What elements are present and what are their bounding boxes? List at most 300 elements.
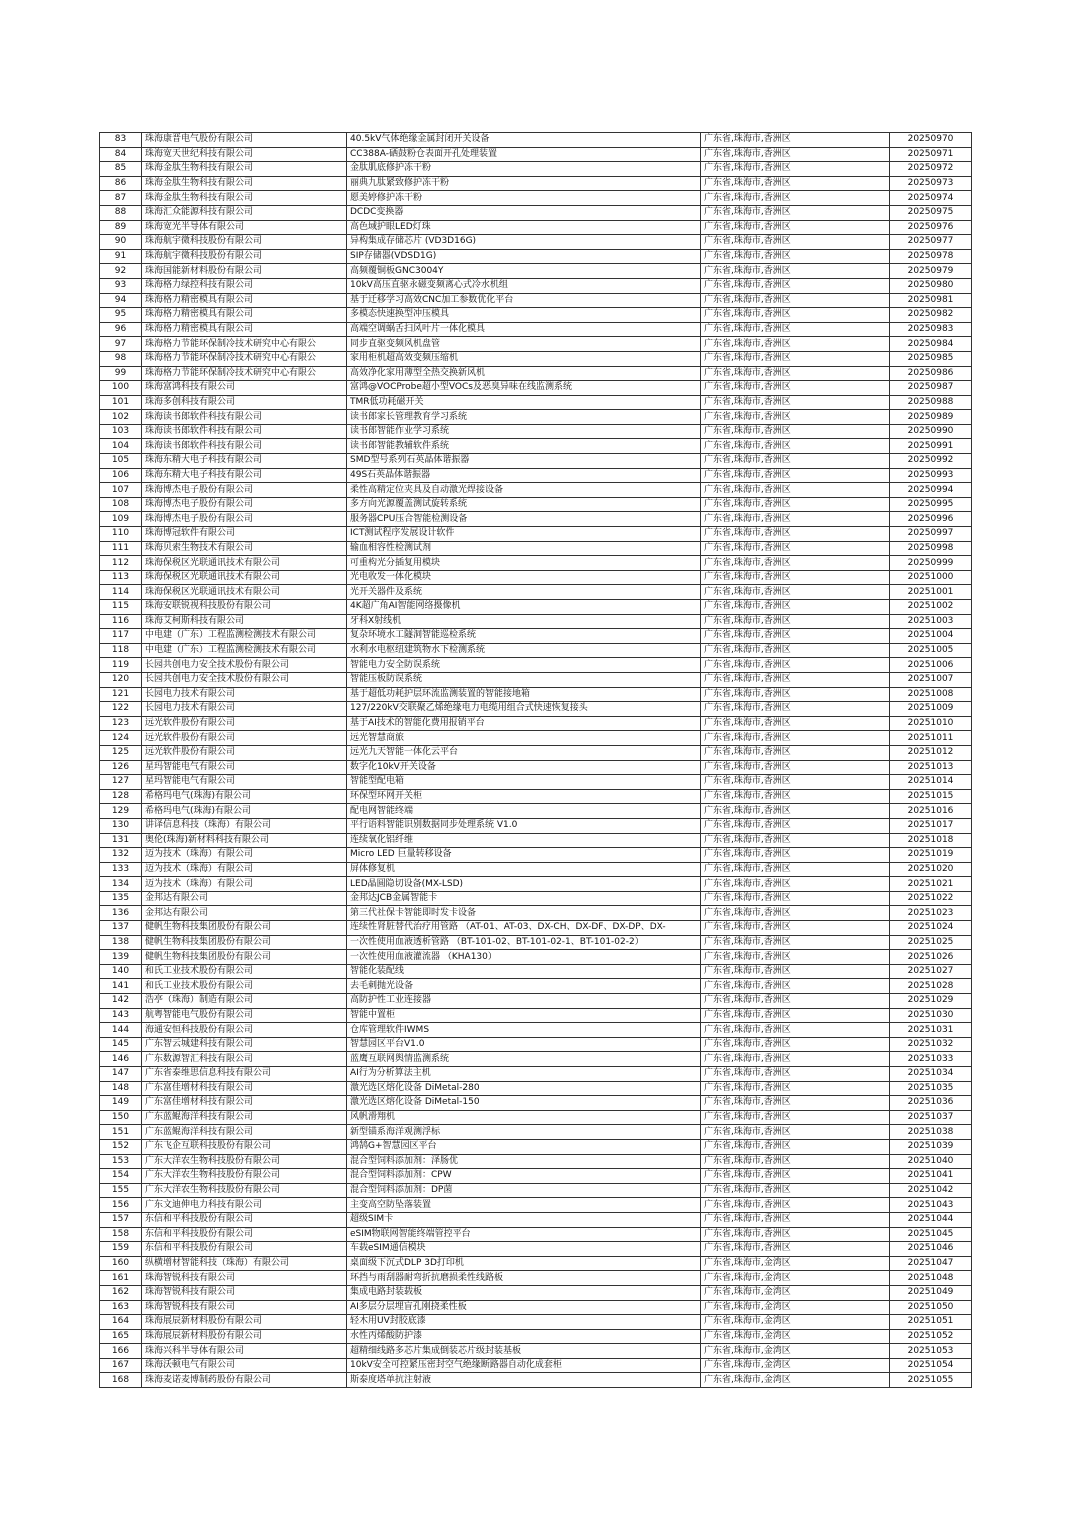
region: 广东省,珠海市,香洲区 xyxy=(701,891,890,906)
company-name: 健帆生物科技集团股份有限公司 xyxy=(142,935,347,950)
product-name: 光电收发一体化模块 xyxy=(347,570,701,585)
certificate-number: 20251029 xyxy=(890,994,972,1009)
row-number: 152 xyxy=(100,1139,142,1154)
certificate-number: 20251013 xyxy=(890,760,972,775)
company-name: 广东蓝鲲海洋科技有限公司 xyxy=(142,1110,347,1125)
certificate-number: 20251000 xyxy=(890,570,972,585)
table-row xyxy=(100,1315,972,1330)
region: 广东省,珠海市,香洲区 xyxy=(701,176,890,191)
region: 广东省,珠海市,金湾区 xyxy=(701,1271,890,1286)
region: 广东省,珠海市,香洲区 xyxy=(701,512,890,527)
company-name: 航粤智能电气股份有限公司 xyxy=(142,1008,347,1023)
region: 广东省,珠海市,香洲区 xyxy=(701,381,890,396)
region: 广东省,珠海市,香洲区 xyxy=(701,147,890,162)
certificate-number: 20251009 xyxy=(890,702,972,717)
region: 广东省,珠海市,香洲区 xyxy=(701,308,890,323)
region: 广东省,珠海市,香洲区 xyxy=(701,906,890,921)
certificate-number: 20250981 xyxy=(890,293,972,308)
row-number: 130 xyxy=(100,818,142,833)
region: 广东省,珠海市,香洲区 xyxy=(701,293,890,308)
row-number: 91 xyxy=(100,249,142,264)
row-number: 134 xyxy=(100,877,142,892)
product-name: DCDC变换器 xyxy=(347,205,701,220)
company-name: 珠海兴科半导体有限公司 xyxy=(142,1344,347,1359)
row-number: 160 xyxy=(100,1256,142,1271)
certificate-number: 20251026 xyxy=(890,950,972,965)
row-number: 136 xyxy=(100,906,142,921)
product-list-table xyxy=(99,132,972,1388)
table-row xyxy=(100,906,972,921)
company-name: 珠海金肽生物科技有限公司 xyxy=(142,191,347,206)
region: 广东省,珠海市,香洲区 xyxy=(701,600,890,615)
region: 广东省,珠海市,金湾区 xyxy=(701,1373,890,1388)
certificate-number: 20250973 xyxy=(890,176,972,191)
company-name: 珠海艾柯斯科技有限公司 xyxy=(142,614,347,629)
certificate-number: 20250975 xyxy=(890,205,972,220)
product-name: 基于AI技术的智能化费用报销平台 xyxy=(347,716,701,731)
region: 广东省,珠海市,金湾区 xyxy=(701,1300,890,1315)
company-name: 迈为技术（珠海）有限公司 xyxy=(142,848,347,863)
region: 广东省,珠海市,香洲区 xyxy=(701,1198,890,1213)
table-row xyxy=(100,570,972,585)
table-row xyxy=(100,848,972,863)
certificate-number: 20251016 xyxy=(890,804,972,819)
company-name: 中电建（广东）工程监测检测技术有限公司 xyxy=(142,643,347,658)
product-name: 智慧园区平台V1.0 xyxy=(347,1037,701,1052)
company-name: 希格玛电气(珠海)有限公司 xyxy=(142,804,347,819)
table-row xyxy=(100,337,972,352)
row-number: 94 xyxy=(100,293,142,308)
certificate-number: 20250978 xyxy=(890,249,972,264)
row-number: 90 xyxy=(100,235,142,250)
row-number: 131 xyxy=(100,833,142,848)
table-row xyxy=(100,512,972,527)
company-name: 珠海金肽生物科技有限公司 xyxy=(142,176,347,191)
table-row xyxy=(100,1052,972,1067)
certificate-number: 20251032 xyxy=(890,1037,972,1052)
certificate-number: 20251012 xyxy=(890,745,972,760)
region: 广东省,珠海市,香洲区 xyxy=(701,643,890,658)
table-row xyxy=(100,556,972,571)
product-name: SMD型号系列石英晶体谐振器 xyxy=(347,454,701,469)
product-name: 智能化装配线 xyxy=(347,964,701,979)
table-row xyxy=(100,424,972,439)
certificate-number: 20251053 xyxy=(890,1344,972,1359)
row-number: 154 xyxy=(100,1169,142,1184)
table-row xyxy=(100,614,972,629)
product-name: 127/220kV交联聚乙烯绝缘电力电缆用组合式快速恢复接头 xyxy=(347,702,701,717)
certificate-number: 20251048 xyxy=(890,1271,972,1286)
company-name: 纵横增材智能科技（珠海）有限公司 xyxy=(142,1256,347,1271)
certificate-number: 20251049 xyxy=(890,1285,972,1300)
product-name: 蓝鹰互联网舆情监测系统 xyxy=(347,1052,701,1067)
certificate-number: 20251011 xyxy=(890,731,972,746)
product-name: 激光选区熔化设备 DiMetal-280 xyxy=(347,1081,701,1096)
company-name: 珠海国能新材料股份有限公司 xyxy=(142,264,347,279)
region: 广东省,珠海市,香洲区 xyxy=(701,497,890,512)
region: 广东省,珠海市,香洲区 xyxy=(701,395,890,410)
company-name: 珠海博杰电子股份有限公司 xyxy=(142,483,347,498)
table-row xyxy=(100,133,972,148)
table-row xyxy=(100,745,972,760)
company-name: 讲译信息科技（珠海）有限公司 xyxy=(142,818,347,833)
region: 广东省,珠海市,香洲区 xyxy=(701,556,890,571)
region: 广东省,珠海市,香洲区 xyxy=(701,220,890,235)
company-name: 珠海格力节能环保制冷技术研究中心有限公 xyxy=(142,366,347,381)
table-body xyxy=(100,133,972,1388)
region: 广东省,珠海市,金湾区 xyxy=(701,1285,890,1300)
product-name: 仓库管理软件IWMS xyxy=(347,1023,701,1038)
table-row xyxy=(100,833,972,848)
row-number: 165 xyxy=(100,1329,142,1344)
region: 广东省,珠海市,香洲区 xyxy=(701,1096,890,1111)
region: 广东省,珠海市,香洲区 xyxy=(701,527,890,542)
row-number: 123 xyxy=(100,716,142,731)
region: 广东省,珠海市,香洲区 xyxy=(701,1008,890,1023)
product-name: 一次性使用血液透析管路 （BT-101-02、BT-101-02-1、BT-101-02-2） xyxy=(347,935,701,950)
region: 广东省,珠海市,香洲区 xyxy=(701,1081,890,1096)
company-name: 远光软件股份有限公司 xyxy=(142,716,347,731)
region: 广东省,珠海市,香洲区 xyxy=(701,994,890,1009)
region: 广东省,珠海市,香洲区 xyxy=(701,424,890,439)
certificate-number: 20251051 xyxy=(890,1315,972,1330)
company-name: 东信和平科技股份有限公司 xyxy=(142,1227,347,1242)
row-number: 106 xyxy=(100,468,142,483)
table-row xyxy=(100,935,972,950)
company-name: 星玛智能电气有限公司 xyxy=(142,775,347,790)
region: 广东省,珠海市,香洲区 xyxy=(701,745,890,760)
company-name: 珠海保税区光联通讯技术有限公司 xyxy=(142,585,347,600)
table-row xyxy=(100,220,972,235)
company-name: 珠海保税区光联通讯技术有限公司 xyxy=(142,556,347,571)
table-row xyxy=(100,862,972,877)
company-name: 珠海东精大电子科技有限公司 xyxy=(142,454,347,469)
product-name: 远光智慧商旅 xyxy=(347,731,701,746)
region: 广东省,珠海市,香洲区 xyxy=(701,1154,890,1169)
table-row xyxy=(100,1344,972,1359)
region: 广东省,珠海市,香洲区 xyxy=(701,264,890,279)
table-row xyxy=(100,629,972,644)
certificate-number: 20251022 xyxy=(890,891,972,906)
certificate-number: 20251046 xyxy=(890,1242,972,1257)
product-name: 高端空调蜗舌扫风叶片一体化模具 xyxy=(347,322,701,337)
product-name: 平行语料智能识别数据同步处理系统 V1.0 xyxy=(347,818,701,833)
table-row xyxy=(100,1154,972,1169)
certificate-number: 20250982 xyxy=(890,308,972,323)
table-row xyxy=(100,381,972,396)
table-row xyxy=(100,1242,972,1257)
company-name: 珠海康晋电气股份有限公司 xyxy=(142,133,347,148)
product-name: 鸿鹄G+智慧园区平台 xyxy=(347,1139,701,1154)
product-name: 同步直驱变频风机盘管 xyxy=(347,337,701,352)
certificate-number: 20251014 xyxy=(890,775,972,790)
company-name: 健帆生物科技集团股份有限公司 xyxy=(142,921,347,936)
company-name: 中电建（广东）工程监测检测技术有限公司 xyxy=(142,629,347,644)
certificate-number: 20250990 xyxy=(890,424,972,439)
certificate-number: 20251041 xyxy=(890,1169,972,1184)
certificate-number: 20250972 xyxy=(890,162,972,177)
region: 广东省,珠海市,香洲区 xyxy=(701,979,890,994)
table-row xyxy=(100,921,972,936)
row-number: 93 xyxy=(100,278,142,293)
product-name: 光开关器件及系统 xyxy=(347,585,701,600)
product-name: AI行为分析算法主机 xyxy=(347,1067,701,1082)
certificate-number: 20250996 xyxy=(890,512,972,527)
certificate-number: 20250995 xyxy=(890,497,972,512)
row-number: 111 xyxy=(100,541,142,556)
table-row xyxy=(100,1067,972,1082)
table-row xyxy=(100,1300,972,1315)
region: 广东省,珠海市,金湾区 xyxy=(701,1329,890,1344)
row-number: 95 xyxy=(100,308,142,323)
certificate-number: 20251023 xyxy=(890,906,972,921)
region: 广东省,珠海市,金湾区 xyxy=(701,1358,890,1373)
table-row xyxy=(100,804,972,819)
row-number: 117 xyxy=(100,629,142,644)
row-number: 124 xyxy=(100,731,142,746)
product-name: 屏体修复机 xyxy=(347,862,701,877)
region: 广东省,珠海市,香洲区 xyxy=(701,1139,890,1154)
table-row xyxy=(100,1096,972,1111)
certificate-number: 20251027 xyxy=(890,964,972,979)
certificate-number: 20251044 xyxy=(890,1212,972,1227)
certificate-number: 20250971 xyxy=(890,147,972,162)
company-name: 珠海读书郎软件科技有限公司 xyxy=(142,439,347,454)
row-number: 156 xyxy=(100,1198,142,1213)
region: 广东省,珠海市,香洲区 xyxy=(701,205,890,220)
region: 广东省,珠海市,香洲区 xyxy=(701,483,890,498)
row-number: 168 xyxy=(100,1373,142,1388)
row-number: 105 xyxy=(100,454,142,469)
certificate-number: 20251055 xyxy=(890,1373,972,1388)
region: 广东省,珠海市,香洲区 xyxy=(701,1067,890,1082)
region: 广东省,珠海市,香洲区 xyxy=(701,1110,890,1125)
product-name: 基于迁移学习高效CNC加工参数优化平台 xyxy=(347,293,701,308)
company-name: 珠海贝索生物技术有限公司 xyxy=(142,541,347,556)
table-row xyxy=(100,818,972,833)
company-name: 珠海展辰新材料股份有限公司 xyxy=(142,1329,347,1344)
company-name: 珠海博杰电子股份有限公司 xyxy=(142,512,347,527)
product-name: 一次性使用血液灌流器 （KHA130） xyxy=(347,950,701,965)
company-name: 金邦达有限公司 xyxy=(142,906,347,921)
table-row xyxy=(100,600,972,615)
region: 广东省,珠海市,香洲区 xyxy=(701,1023,890,1038)
table-row xyxy=(100,731,972,746)
region: 广东省,珠海市,香洲区 xyxy=(701,702,890,717)
product-name: 环挡与雨刮器耐弯折抗磨损柔性线路板 xyxy=(347,1271,701,1286)
region: 广东省,珠海市,香洲区 xyxy=(701,1212,890,1227)
row-number: 112 xyxy=(100,556,142,571)
row-number: 120 xyxy=(100,672,142,687)
product-name: 车载eSIM通信模块 xyxy=(347,1242,701,1257)
company-name: 希格玛电气(珠海)有限公司 xyxy=(142,789,347,804)
company-name: 珠海博冠软件有限公司 xyxy=(142,527,347,542)
certificate-number: 20250994 xyxy=(890,483,972,498)
company-name: 奥伦(珠海)新材料科技有限公司 xyxy=(142,833,347,848)
company-name: 广东大洋农生物科技股份有限公司 xyxy=(142,1169,347,1184)
row-number: 155 xyxy=(100,1183,142,1198)
company-name: 珠海格力节能环保制冷技术研究中心有限公 xyxy=(142,337,347,352)
product-name: 连续性肾脏替代治疗用管路 （AT-01、AT-03、DX-CH、DX-DF、DX-DP、DX- xyxy=(347,921,701,936)
table-row xyxy=(100,1358,972,1373)
table-row xyxy=(100,1125,972,1140)
row-number: 121 xyxy=(100,687,142,702)
region: 广东省,珠海市,金湾区 xyxy=(701,1344,890,1359)
table-row xyxy=(100,716,972,731)
table-row xyxy=(100,1256,972,1271)
table-row xyxy=(100,760,972,775)
product-name: 去毛刺抛光设备 xyxy=(347,979,701,994)
product-name: TMR低功耗磁开关 xyxy=(347,395,701,410)
row-number: 118 xyxy=(100,643,142,658)
company-name: 广东飞企互联科技股份有限公司 xyxy=(142,1139,347,1154)
company-name: 珠海格力精密模具有限公司 xyxy=(142,308,347,323)
product-name: 10kV高压直驱永磁变频离心式冷水机组 xyxy=(347,278,701,293)
product-name: 高效净化家用薄型全热交换新风机 xyxy=(347,366,701,381)
row-number: 143 xyxy=(100,1008,142,1023)
table-row xyxy=(100,1169,972,1184)
company-name: 远光软件股份有限公司 xyxy=(142,731,347,746)
certificate-number: 20251047 xyxy=(890,1256,972,1271)
product-name: 智能电力安全防误系统 xyxy=(347,658,701,673)
row-number: 113 xyxy=(100,570,142,585)
table-row xyxy=(100,1081,972,1096)
region: 广东省,珠海市,香洲区 xyxy=(701,1183,890,1198)
product-name: 配电网智能终端 xyxy=(347,804,701,819)
region: 广东省,珠海市,香洲区 xyxy=(701,775,890,790)
company-name: 珠海展辰新材料股份有限公司 xyxy=(142,1315,347,1330)
company-name: 广东富佳增材科技有限公司 xyxy=(142,1096,347,1111)
certificate-number: 20250989 xyxy=(890,410,972,425)
region: 广东省,珠海市,香洲区 xyxy=(701,337,890,352)
company-name: 东信和平科技股份有限公司 xyxy=(142,1212,347,1227)
certificate-number: 20251036 xyxy=(890,1096,972,1111)
product-name: 超级SIM卡 xyxy=(347,1212,701,1227)
row-number: 142 xyxy=(100,994,142,1009)
region: 广东省,珠海市,香洲区 xyxy=(701,133,890,148)
company-name: 珠海富鸿科技有限公司 xyxy=(142,381,347,396)
table-row xyxy=(100,249,972,264)
region: 广东省,珠海市,香洲区 xyxy=(701,585,890,600)
company-name: 珠海博杰电子股份有限公司 xyxy=(142,497,347,512)
product-name: 输血相容性检测试剂 xyxy=(347,541,701,556)
product-name: 第三代社保卡智能即时发卡设备 xyxy=(347,906,701,921)
product-name: 可重构光分插复用模块 xyxy=(347,556,701,571)
region: 广东省,珠海市,香洲区 xyxy=(701,760,890,775)
row-number: 119 xyxy=(100,658,142,673)
certificate-number: 20250983 xyxy=(890,322,972,337)
certificate-number: 20250970 xyxy=(890,133,972,148)
table-row xyxy=(100,205,972,220)
region: 广东省,珠海市,香洲区 xyxy=(701,1169,890,1184)
row-number: 114 xyxy=(100,585,142,600)
certificate-number: 20251010 xyxy=(890,716,972,731)
table-row xyxy=(100,351,972,366)
company-name: 广东智云城建科技有限公司 xyxy=(142,1037,347,1052)
certificate-number: 20251030 xyxy=(890,1008,972,1023)
company-name: 珠海宽天世纪科技有限公司 xyxy=(142,147,347,162)
row-number: 167 xyxy=(100,1358,142,1373)
certificate-number: 20251003 xyxy=(890,614,972,629)
product-name: 风帆滑翔机 xyxy=(347,1110,701,1125)
company-name: 迈为技术（珠海）有限公司 xyxy=(142,877,347,892)
product-name: eSIM物联网智能终端管控平台 xyxy=(347,1227,701,1242)
product-name: 多模态快速换型冲压模具 xyxy=(347,308,701,323)
region: 广东省,珠海市,香洲区 xyxy=(701,614,890,629)
region: 广东省,珠海市,香洲区 xyxy=(701,162,890,177)
certificate-number: 20250985 xyxy=(890,351,972,366)
row-number: 88 xyxy=(100,205,142,220)
region: 广东省,珠海市,香洲区 xyxy=(701,570,890,585)
table-row xyxy=(100,964,972,979)
row-number: 151 xyxy=(100,1125,142,1140)
company-name: 珠海格力绿控科技有限公司 xyxy=(142,278,347,293)
certificate-number: 20251035 xyxy=(890,1081,972,1096)
company-name: 广东数源智汇科技有限公司 xyxy=(142,1052,347,1067)
region: 广东省,珠海市,香洲区 xyxy=(701,1037,890,1052)
certificate-number: 20250993 xyxy=(890,468,972,483)
certificate-number: 20251004 xyxy=(890,629,972,644)
product-name: 混合型饲料添加剂：泽肠优 xyxy=(347,1154,701,1169)
product-name: 集成电路封装载板 xyxy=(347,1285,701,1300)
company-name: 和氏工业技术股份有限公司 xyxy=(142,964,347,979)
table-row xyxy=(100,1373,972,1388)
region: 广东省,珠海市,香洲区 xyxy=(701,468,890,483)
row-number: 166 xyxy=(100,1344,142,1359)
certificate-number: 20250986 xyxy=(890,366,972,381)
region: 广东省,珠海市,香洲区 xyxy=(701,541,890,556)
table-row xyxy=(100,366,972,381)
region: 广东省,珠海市,香洲区 xyxy=(701,789,890,804)
product-name: 富鸿@VOCProbe超小型VOCs及恶臭异味在线监测系统 xyxy=(347,381,701,396)
certificate-number: 20251002 xyxy=(890,600,972,615)
row-number: 135 xyxy=(100,891,142,906)
certificate-number: 20251038 xyxy=(890,1125,972,1140)
company-name: 珠海金肽生物科技有限公司 xyxy=(142,162,347,177)
certificate-number: 20251005 xyxy=(890,643,972,658)
company-name: 珠海航宇微科技股份有限公司 xyxy=(142,235,347,250)
certificate-number: 20250976 xyxy=(890,220,972,235)
certificate-number: 20251001 xyxy=(890,585,972,600)
row-number: 148 xyxy=(100,1081,142,1096)
table-row xyxy=(100,541,972,556)
region: 广东省,珠海市,香洲区 xyxy=(701,731,890,746)
certificate-number: 20251025 xyxy=(890,935,972,950)
row-number: 149 xyxy=(100,1096,142,1111)
product-name: 环保型环网开关柜 xyxy=(347,789,701,804)
product-name: 金肽肌底修护冻干粉 xyxy=(347,162,701,177)
table-row xyxy=(100,483,972,498)
company-name: 广东大洋农生物科技股份有限公司 xyxy=(142,1183,347,1198)
table-row xyxy=(100,176,972,191)
row-number: 137 xyxy=(100,921,142,936)
certificate-number: 20251015 xyxy=(890,789,972,804)
product-name: 激光选区熔化设备 DiMetal-150 xyxy=(347,1096,701,1111)
row-number: 107 xyxy=(100,483,142,498)
certificate-number: 20251006 xyxy=(890,658,972,673)
certificate-number: 20251017 xyxy=(890,818,972,833)
company-name: 珠海保税区光联通讯技术有限公司 xyxy=(142,570,347,585)
certificate-number: 20251019 xyxy=(890,848,972,863)
certificate-number: 20250988 xyxy=(890,395,972,410)
row-number: 129 xyxy=(100,804,142,819)
certificate-number: 20251007 xyxy=(890,672,972,687)
certificate-number: 20250984 xyxy=(890,337,972,352)
row-number: 144 xyxy=(100,1023,142,1038)
table-row xyxy=(100,789,972,804)
region: 广东省,珠海市,金湾区 xyxy=(701,1315,890,1330)
region: 广东省,珠海市,香洲区 xyxy=(701,818,890,833)
